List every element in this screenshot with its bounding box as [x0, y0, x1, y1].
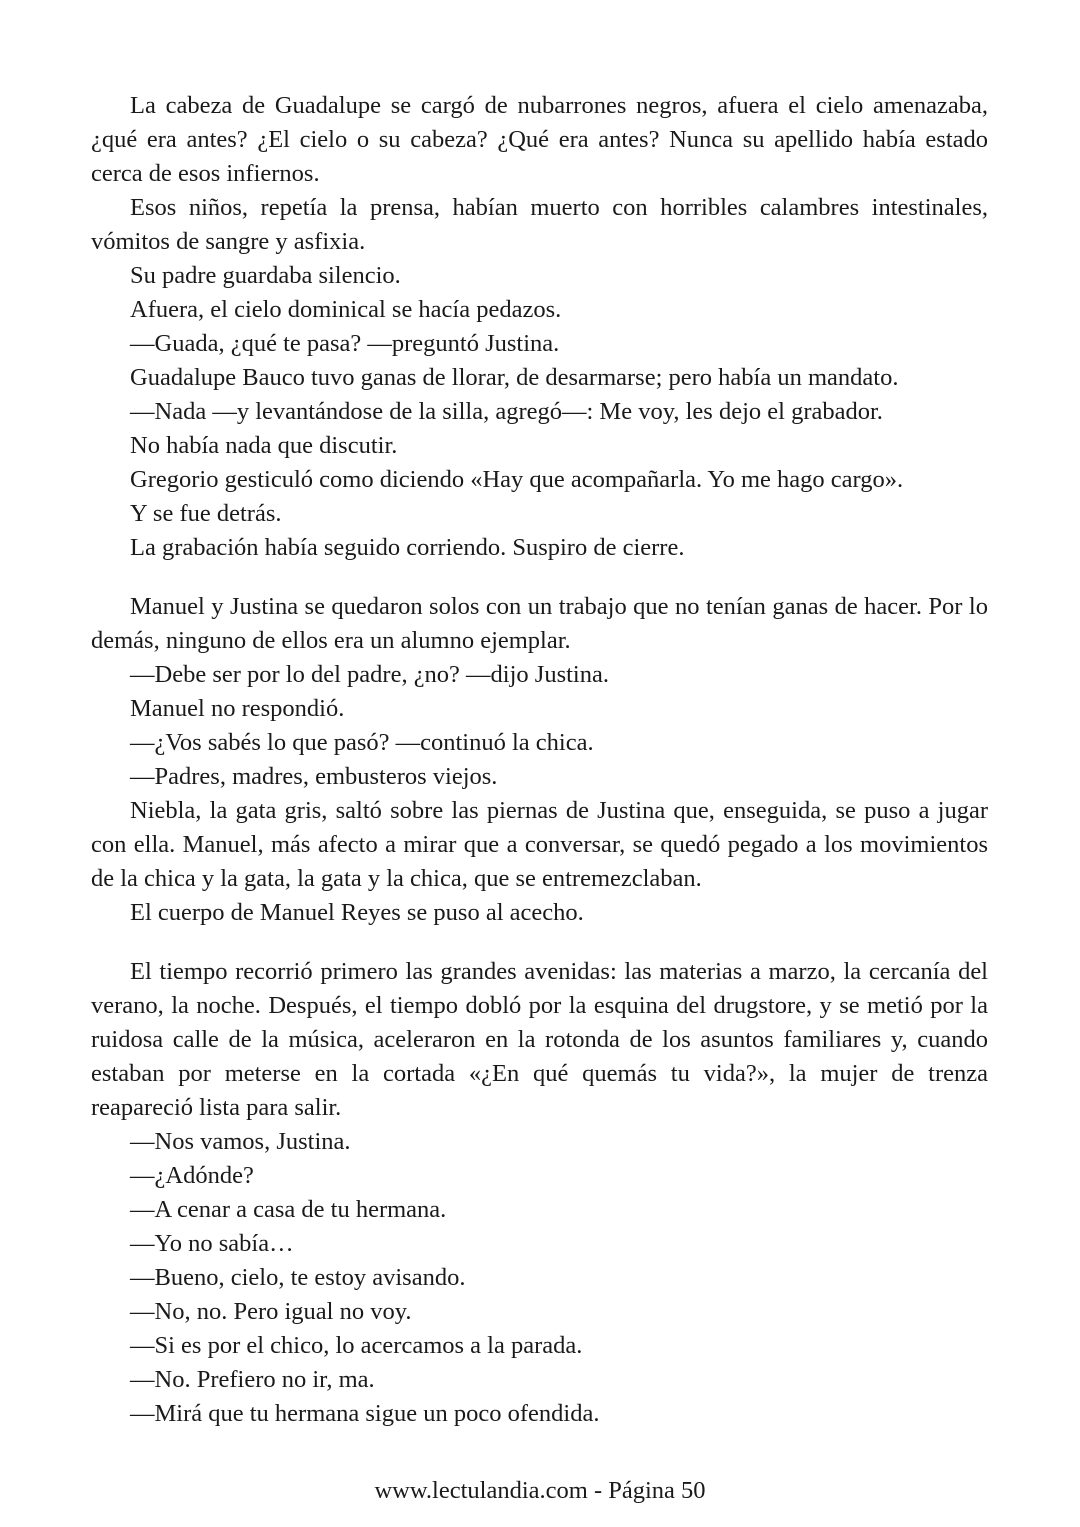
paragraph: Guadalupe Bauco tuvo ganas de llorar, de desarmarse; pero había un mandato. — [130, 364, 899, 391]
paragraph: Gregorio gesticuló como diciendo «Hay que acompañarla. Yo me hago cargo». — [130, 466, 904, 493]
paragraph: —Bueno, cielo, te estoy avisando. — [130, 1264, 466, 1291]
paragraph: —Nos vamos, Justina. — [130, 1128, 351, 1155]
text-section-3 — [91, 955, 988, 1431]
paragraph: El tiempo recorrió primero las grandes avenidas: las materias a marzo, la cercanía del verano, la noche. Después, el tiempo dobló por la esquina del drugstore, y se metió por la ruidosa calle de la música, aceleraron en la rotonda de los asuntos familiares y, cuando estaban por meterse en la cortada «¿En qué quemás tu vida?», la mujer de trenza reapareció lista para salir. — [91, 958, 988, 1121]
paragraph: —Mirá que tu hermana sigue un poco ofendida. — [130, 1400, 600, 1427]
text-section-1 — [91, 89, 988, 565]
page-footer: www.lectulandia.com - Página 50 — [374, 1477, 706, 1504]
paragraph: La cabeza de Guadalupe se cargó de nubarrones negros, afuera el cielo amenazaba, ¿qué era antes? ¿El cielo o su cabeza? ¿Qué era antes? Nunca su apellido había estado cerca de esos infiernos. — [91, 92, 988, 187]
text-section-2 — [91, 590, 988, 930]
paragraph: Y se fue detrás. — [130, 500, 282, 527]
paragraph: Manuel no respondió. — [130, 695, 345, 722]
paragraph: Esos niños, repetía la prensa, habían muerto con horribles calambres intestinales, vómitos de sangre y asfixia. — [91, 194, 988, 255]
paragraph: —Padres, madres, embusteros viejos. — [130, 763, 498, 790]
paragraph: —Yo no sabía… — [130, 1230, 294, 1257]
paragraph: —¿Vos sabés lo que pasó? —continuó la chica. — [130, 729, 594, 756]
paragraph: Manuel y Justina se quedaron solos con un trabajo que no tenían ganas de hacer. Por lo demás, ninguno de ellos era un alumno ejemplar. — [91, 593, 988, 654]
paragraph: La grabación había seguido corriendo. Suspiro de cierre. — [130, 534, 685, 561]
paragraph: —A cenar a casa de tu hermana. — [130, 1196, 447, 1223]
paragraph: —No. Prefiero no ir, ma. — [130, 1366, 375, 1393]
paragraph: Su padre guardaba silencio. — [130, 262, 401, 289]
paragraph: Niebla, la gata gris, saltó sobre las piernas de Justina que, enseguida, se puso a jugar con ella. Manuel, más afecto a mirar que a conversar, se quedó pegado a los movimientos de la chica y la gata, la gata y la chica, que se entremezclaban. — [91, 797, 988, 892]
paragraph: —Guada, ¿qué te pasa? —preguntó Justina. — [130, 330, 560, 357]
paragraph: —¿Adónde? — [130, 1162, 254, 1189]
paragraph: —Si es por el chico, lo acercamos a la parada. — [130, 1332, 583, 1359]
paragraph: —Debe ser por lo del padre, ¿no? —dijo Justina. — [130, 661, 609, 688]
paragraph: —No, no. Pero igual no voy. — [130, 1298, 412, 1325]
paragraph: El cuerpo de Manuel Reyes se puso al acecho. — [130, 899, 584, 926]
paragraph: —Nada —y levantándose de la silla, agregó—: Me voy, les dejo el grabador. — [130, 398, 883, 425]
paragraph: No había nada que discutir. — [130, 432, 398, 459]
page-body — [91, 89, 988, 1431]
paragraph: Afuera, el cielo dominical se hacía pedazos. — [130, 296, 562, 323]
